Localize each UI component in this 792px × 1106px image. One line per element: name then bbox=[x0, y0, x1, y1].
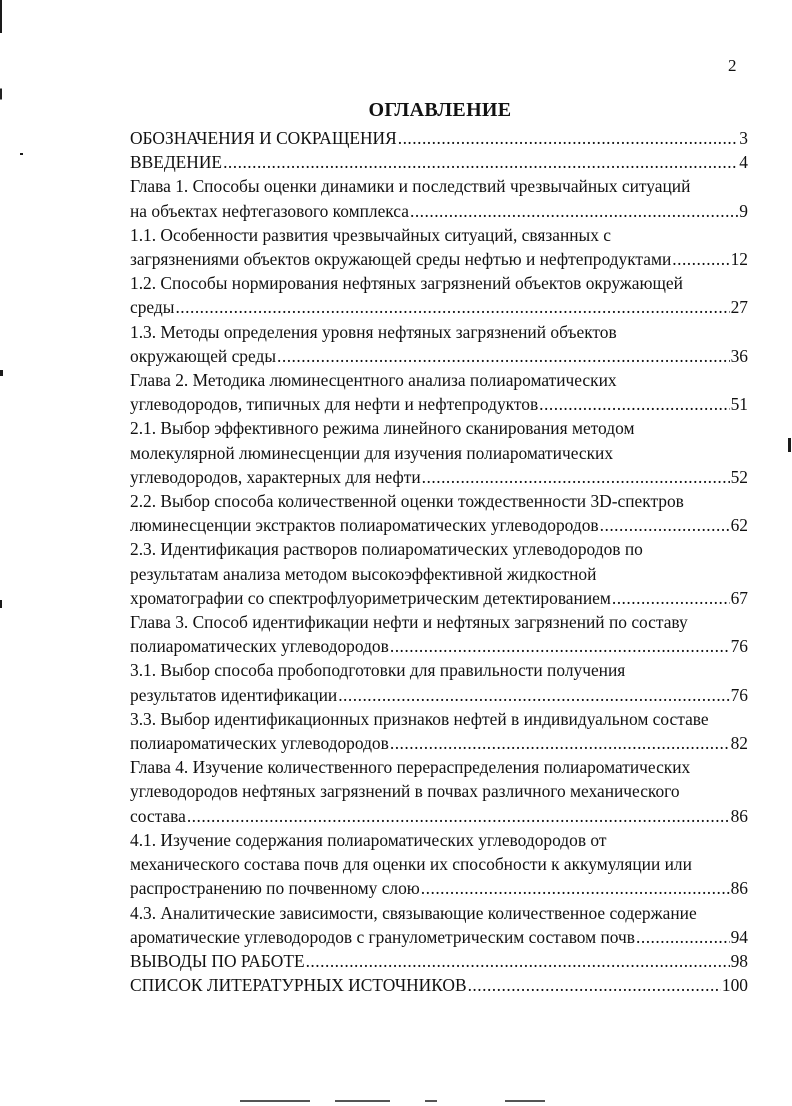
toc-page-number: 12 bbox=[730, 249, 748, 270]
dot-leader bbox=[672, 247, 729, 271]
toc-entry[interactable] bbox=[130, 489, 748, 537]
toc-entry-text: ВЫВОДЫ ПО РАБОТЕ bbox=[130, 950, 305, 971]
toc-entry-text: Глава 4. Изучение количественного перераспределения полиароматических bbox=[130, 757, 691, 778]
toc-page-number: 51 bbox=[730, 394, 748, 415]
toc-entry-text: полиароматических углеводородов bbox=[130, 733, 389, 754]
toc-entry-line bbox=[130, 973, 748, 997]
toc-entry-text: полиароматических углеводородов bbox=[130, 636, 389, 657]
toc-entry-text: 4.1. Изучение содержания полиароматических углеводородов от bbox=[130, 829, 607, 850]
dot-leader bbox=[277, 344, 730, 368]
page-number: 2 bbox=[728, 56, 737, 75]
toc-entry-line bbox=[130, 150, 748, 174]
toc-entry[interactable] bbox=[130, 755, 748, 828]
toc-entry-line bbox=[130, 295, 748, 319]
toc-entry-text: результатов идентификации bbox=[130, 684, 338, 705]
dot-leader bbox=[390, 731, 730, 755]
toc-entry[interactable] bbox=[130, 658, 748, 706]
toc-entry[interactable] bbox=[130, 707, 748, 755]
toc-entry-text: ароматические углеводородов с гранулометрическим составом почв bbox=[130, 926, 636, 947]
dot-leader bbox=[636, 925, 730, 949]
toc-entry-text: Глава 1. Способы оценки динамики и последствий чрезвычайных ситуаций bbox=[130, 176, 691, 197]
dot-leader bbox=[612, 586, 730, 610]
dot-leader bbox=[223, 150, 738, 174]
toc-entry-line bbox=[130, 949, 748, 973]
toc-entry[interactable] bbox=[130, 223, 748, 271]
toc-entry[interactable] bbox=[130, 610, 748, 658]
dot-leader bbox=[306, 949, 730, 973]
toc-entry-line bbox=[130, 247, 748, 271]
toc-entry-text: Глава 2. Методика люминесцентного анализа полиароматических bbox=[130, 370, 617, 391]
toc-entry-text: люминесценции экстрактов полиароматических углеводородов bbox=[130, 515, 599, 536]
dot-leader bbox=[175, 295, 729, 319]
dot-leader bbox=[422, 465, 730, 489]
toc-page-number: 9 bbox=[739, 200, 748, 221]
toc-entry[interactable] bbox=[130, 537, 748, 610]
toc-entry-line bbox=[130, 199, 748, 223]
dot-leader bbox=[421, 876, 730, 900]
dot-leader bbox=[600, 513, 730, 537]
toc-entry-line bbox=[130, 126, 748, 150]
toc-entry-text: молекулярной люминесценции для изучения полиароматических bbox=[130, 442, 614, 463]
toc-entry-text: загрязнениями объектов окружающей среды нефтью и нефтепродуктами bbox=[130, 249, 672, 270]
toc-page-number: 3 bbox=[739, 128, 748, 148]
scan-speck bbox=[788, 438, 791, 452]
toc-page-number: 4 bbox=[739, 152, 748, 173]
toc-entry-text: 2.3. Идентификация растворов полиароматических углеводородов по bbox=[130, 539, 643, 560]
toc-entry[interactable] bbox=[130, 271, 748, 319]
toc-entry-text: окружающей среды bbox=[130, 345, 277, 366]
dot-leader bbox=[338, 683, 729, 707]
toc-entry-text: хроматографии со спектрофлуориметрическим детектированием bbox=[130, 587, 611, 608]
toc-page-number: 82 bbox=[730, 733, 748, 754]
toc-entry-text: СПИСОК ЛИТЕРАТУРНЫХ ИСТОЧНИКОВ bbox=[130, 975, 467, 996]
toc-entry[interactable] bbox=[130, 368, 748, 416]
toc-entry-line bbox=[130, 344, 748, 368]
toc-page-number: 67 bbox=[730, 587, 748, 608]
toc-page-number: 52 bbox=[730, 466, 748, 487]
toc-entry-text: 2.1. Выбор эффективного режима линейного сканирования методом bbox=[130, 418, 635, 439]
dot-leader bbox=[390, 634, 730, 658]
toc-entry-line bbox=[130, 683, 748, 707]
toc-entry[interactable] bbox=[130, 174, 748, 222]
toc-entry-text: 1.1. Особенности развития чрезвычайных ситуаций, связанных с bbox=[130, 224, 612, 245]
table-of-contents bbox=[130, 126, 748, 997]
toc-page-number: 98 bbox=[730, 950, 748, 971]
toc-entry-text: углеводородов, характерных для нефти bbox=[130, 466, 421, 487]
toc-entry-text: механического состава почв для оценки их способности к аккумуляции или bbox=[130, 854, 692, 875]
page-title: ОГЛАВЛЕНИЕ bbox=[368, 99, 512, 121]
toc-entry-text: углеводородов, типичных для нефти и нефтепродуктов bbox=[130, 394, 539, 415]
toc-entry[interactable] bbox=[130, 828, 748, 901]
bottom-scan-artifact bbox=[240, 1100, 600, 1102]
toc-entry-text: состава bbox=[130, 805, 186, 826]
toc-page-number: 100 bbox=[721, 975, 748, 996]
toc-entry-line bbox=[130, 586, 748, 610]
toc-entry-line bbox=[130, 876, 748, 900]
toc-entry[interactable] bbox=[130, 973, 748, 997]
toc-entry-line bbox=[130, 513, 748, 537]
scan-speck bbox=[0, 600, 2, 608]
toc-entry[interactable] bbox=[130, 901, 748, 949]
toc-page-number: 86 bbox=[730, 878, 748, 899]
dot-leader bbox=[398, 126, 739, 150]
toc-entry-text: 3.3. Выбор идентификационных признаков нефтей в индивидуальном составе bbox=[130, 708, 709, 729]
toc-page-number: 36 bbox=[730, 345, 748, 366]
dot-leader bbox=[468, 973, 721, 997]
toc-page-number: 86 bbox=[730, 805, 748, 826]
toc-entry-line bbox=[130, 804, 748, 828]
dot-leader bbox=[187, 804, 730, 828]
toc-entry-text: среды bbox=[130, 297, 175, 318]
scan-speck bbox=[0, 370, 3, 376]
toc-entry-text: Глава 3. Способ идентификации нефти и нефтяных загрязнений по составу bbox=[130, 612, 688, 633]
toc-entry-text: 1.2. Способы нормирования нефтяных загрязнений объектов окружающей bbox=[130, 273, 683, 294]
toc-entry-text: результатам анализа методом высокоэффективной жидкостной bbox=[130, 563, 597, 584]
toc-page-number: 94 bbox=[730, 926, 748, 947]
toc-entry-line bbox=[130, 392, 748, 416]
toc-entry-text: на объектах нефтегазового комплекса bbox=[130, 200, 409, 221]
toc-entry-line bbox=[130, 634, 748, 658]
toc-entry[interactable] bbox=[130, 126, 748, 150]
toc-entry-text: ВВЕДЕНИЕ bbox=[130, 152, 223, 173]
toc-page-number: 76 bbox=[730, 684, 748, 705]
toc-entry[interactable] bbox=[130, 150, 748, 174]
scan-speck bbox=[20, 153, 23, 155]
dot-leader bbox=[410, 199, 738, 223]
toc-entry-text: 4.3. Аналитические зависимости, связывающие количественное содержание bbox=[130, 902, 697, 923]
toc-entry-line bbox=[130, 925, 748, 949]
toc-entry-text: углеводородов нефтяных загрязнений в почвах различного механического bbox=[130, 781, 680, 802]
toc-entry-text: 2.2. Выбор способа количественной оценки тождественности 3D-спектров bbox=[130, 491, 684, 512]
toc-entry-text: распространению по почвенному слою bbox=[130, 878, 420, 899]
toc-entry[interactable] bbox=[130, 416, 748, 489]
toc-entry-line bbox=[130, 465, 748, 489]
toc-entry-text: ОБОЗНАЧЕНИЯ И СОКРАЩЕНИЯ bbox=[130, 128, 397, 148]
toc-entry-text: 1.3. Методы определения уровня нефтяных загрязнений объектов bbox=[130, 321, 617, 342]
toc-page-number: 76 bbox=[730, 636, 748, 657]
toc-entry[interactable] bbox=[130, 949, 748, 973]
scan-edge bbox=[0, 0, 2, 1106]
toc-entry-line bbox=[130, 731, 748, 755]
toc-entry[interactable] bbox=[130, 320, 748, 368]
dot-leader bbox=[539, 392, 729, 416]
toc-entry-text: 3.1. Выбор способа пробоподготовки для правильности получения bbox=[130, 660, 626, 681]
toc-page-number: 62 bbox=[730, 515, 748, 536]
toc-page-number: 27 bbox=[730, 297, 748, 318]
